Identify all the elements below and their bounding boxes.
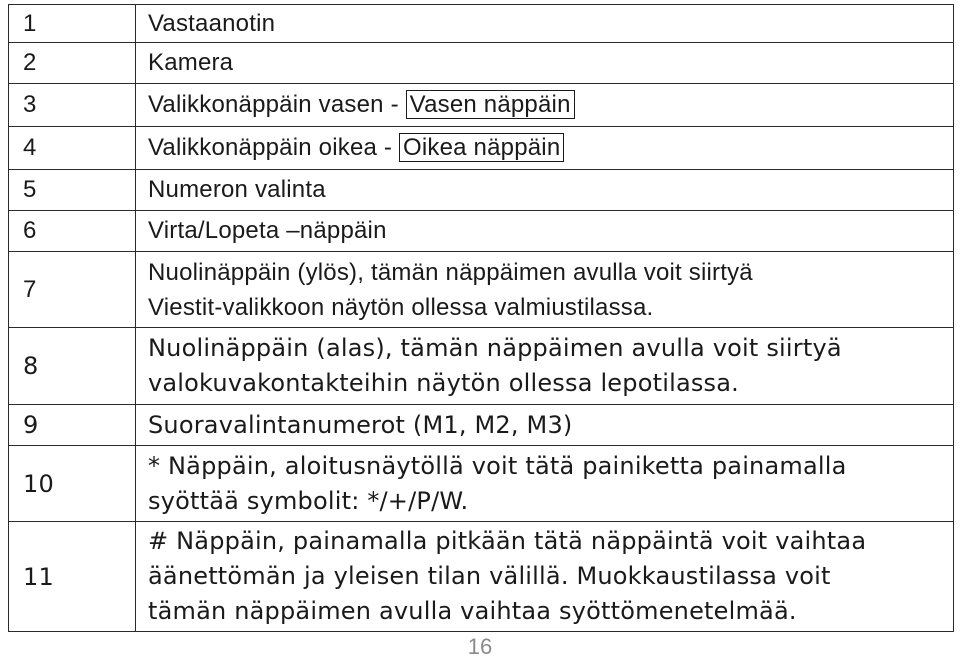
row-description: Numeron valinta	[136, 170, 954, 211]
row-description	[136, 328, 954, 405]
boxed-key-name: Oikea näppäin	[399, 133, 564, 162]
row-number: 4	[9, 127, 136, 170]
row-description	[136, 252, 954, 328]
row-number: 7	[9, 252, 136, 328]
row-description-text: Valikkonäppäin oikea -	[148, 134, 399, 161]
row-number: 6	[9, 211, 136, 252]
row-description	[136, 522, 954, 632]
row-description: Virta/Lopeta –näppäin	[136, 211, 954, 252]
row-description	[136, 84, 954, 127]
description-line: Nuolinäppäin (alas), tämän näppäimen avulla voit siirtyä	[148, 334, 842, 362]
table-row	[9, 405, 954, 446]
description-line: Viestit-valikkoon näytön ollessa valmiustilassa.	[148, 293, 654, 321]
row-description: Kamera	[136, 43, 954, 84]
row-number: 1	[9, 5, 136, 43]
boxed-key-name: Vasen näppäin	[406, 90, 575, 119]
table-row	[9, 328, 954, 405]
table-row	[9, 446, 954, 522]
page-number: 16	[467, 634, 493, 659]
description-line: syöttää symbolit: */+/P/W.	[148, 486, 469, 515]
row-number: 10	[9, 446, 136, 522]
description-line: * Näppäin, aloitusnäytöllä voit tätä painiketta painamalla	[148, 451, 847, 480]
table-row	[9, 43, 954, 84]
row-number: 5	[9, 170, 136, 211]
table-row	[9, 127, 954, 170]
description-line: äänettömän ja yleisen tilan välillä. Muokkaustilassa voit	[148, 562, 831, 590]
row-number: 8	[9, 328, 136, 405]
key-legend-table	[8, 4, 954, 632]
row-number: 9	[9, 405, 136, 446]
description-line: Nuolinäppäin (ylös), tämän näppäimen avulla voit siirtyä	[148, 258, 753, 286]
row-description-text: Valikkonäppäin vasen -	[148, 91, 406, 118]
table-row	[9, 5, 954, 43]
description-line: # Näppäin, painamalla pitkään tätä näppäintä voit vaihtaa	[148, 527, 867, 555]
description-line: tämän näppäimen avulla vaihtaa syöttömenetelmää.	[148, 597, 797, 625]
row-description: Suoravalintanumerot (M1, M2, M3)	[136, 405, 954, 446]
row-description	[136, 446, 954, 522]
table-row	[9, 170, 954, 211]
table-row	[9, 84, 954, 127]
row-number: 3	[9, 84, 136, 127]
description-line: valokuvakontakteihin näytön ollessa lepotilassa.	[148, 369, 739, 397]
row-number: 11	[9, 522, 136, 632]
table-row	[9, 211, 954, 252]
row-number: 2	[9, 43, 136, 84]
row-description: Vastaanotin	[136, 5, 954, 43]
row-description	[136, 127, 954, 170]
table-row	[9, 252, 954, 328]
table-row	[9, 522, 954, 632]
